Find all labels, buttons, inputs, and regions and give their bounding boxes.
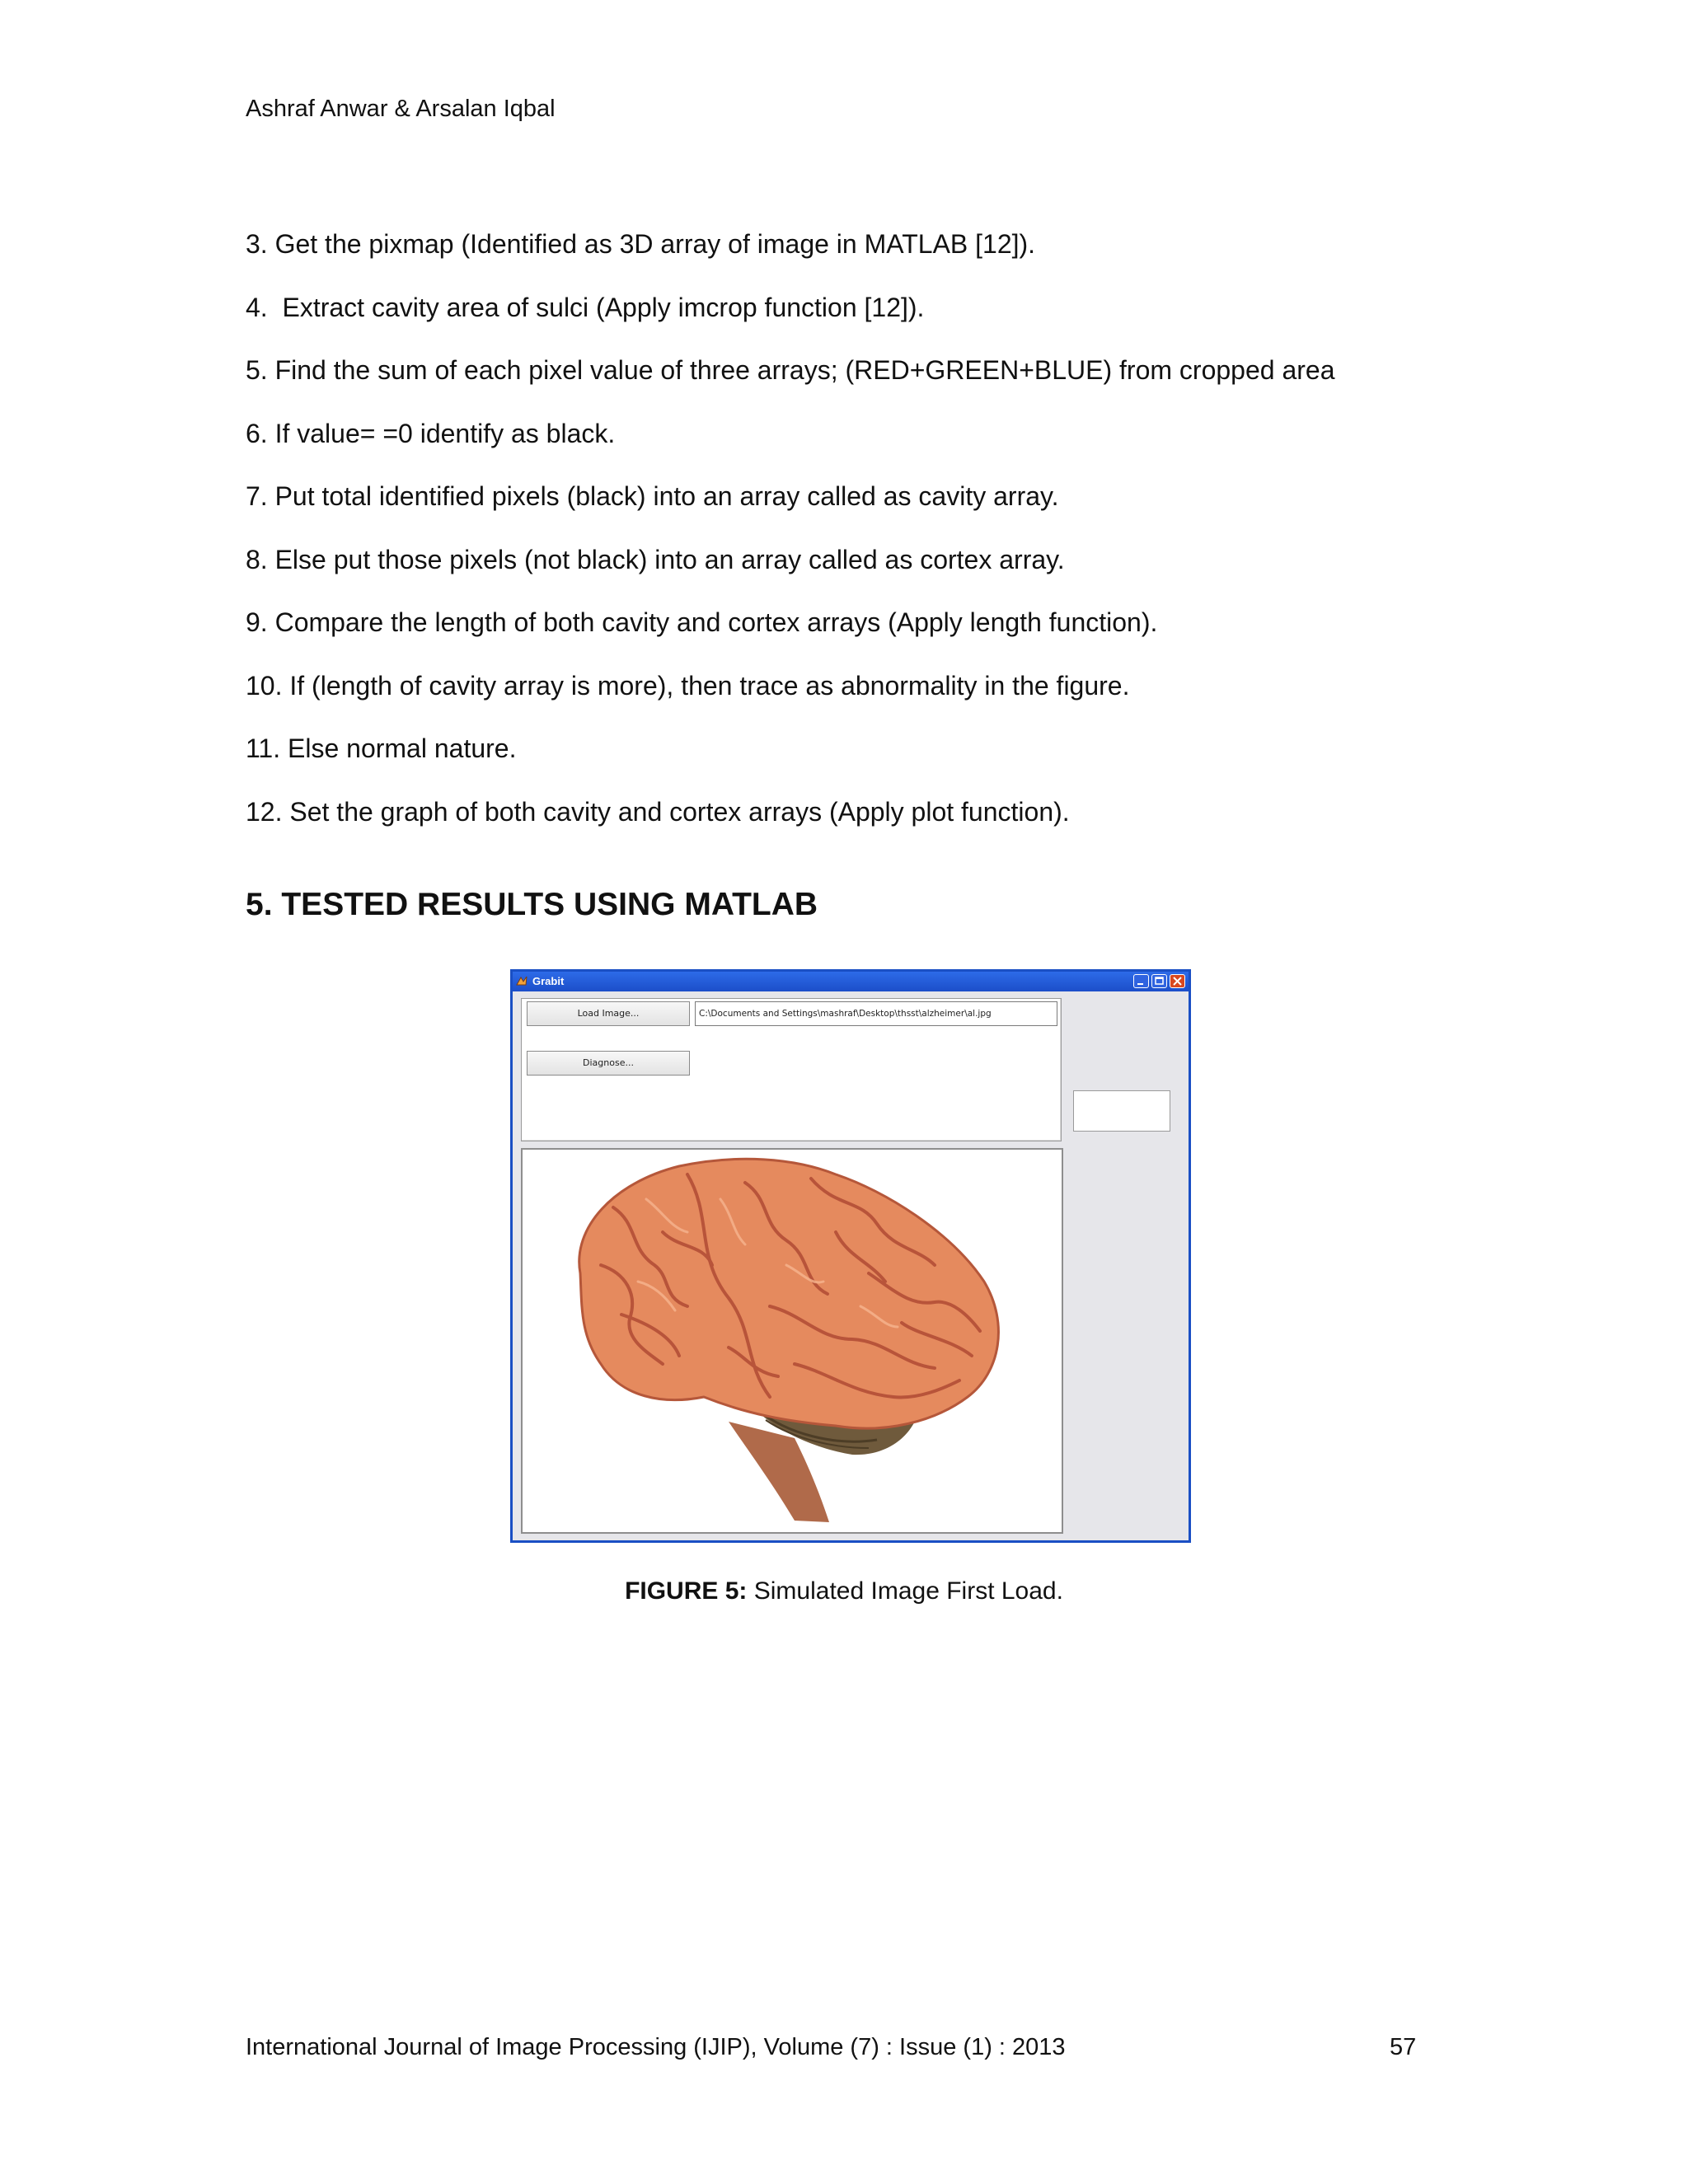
step-6: 6. If value= =0 identify as black. <box>246 418 616 448</box>
running-header-authors: Ashraf Anwar & Arsalan Iqbal <box>246 96 556 122</box>
grabit-window <box>510 969 1191 1543</box>
section-heading: 5. TESTED RESULTS USING MATLAB <box>246 887 818 922</box>
maximize-icon <box>1152 975 1166 987</box>
diagnose-button[interactable]: Diagnose... <box>527 1051 690 1076</box>
brain-image-axes <box>521 1148 1063 1534</box>
step-4: 4. Extract cavity area of sulci (Apply imcrop function [12]). <box>246 292 925 322</box>
close-button[interactable] <box>1170 974 1185 988</box>
step-12: 12. Set the graph of both cavity and cortex arrays (Apply plot function). <box>246 796 1070 827</box>
page-number: 57 <box>1390 2034 1417 2060</box>
maximize-button[interactable] <box>1151 974 1167 988</box>
load-image-button[interactable]: Load Image... <box>527 1001 690 1026</box>
brain-image <box>523 1150 1062 1532</box>
window-title: Grabit <box>532 975 565 987</box>
step-3: 3. Get the pixmap (Identified as 3D array of image in MATLAB [12]). <box>246 229 1036 259</box>
close-icon <box>1170 975 1184 987</box>
step-10: 10. If (length of cavity array is more), then trace as abnormality in the figure. <box>246 670 1130 701</box>
figure-caption-text: Simulated Image First Load. <box>747 1577 1063 1605</box>
step-8: 8. Else put those pixels (not black) into an array called as cortex array. <box>246 544 1065 574</box>
step-9: 9. Compare the length of both cavity and cortex arrays (Apply length function). <box>246 607 1158 637</box>
step-7: 7. Put total identified pixels (black) into an array called as cavity array. <box>246 481 1059 511</box>
window-titlebar[interactable] <box>513 972 1189 991</box>
step-11: 11. Else normal nature. <box>246 733 517 763</box>
minimize-icon <box>1134 975 1148 987</box>
matlab-app-icon <box>516 975 528 987</box>
minimize-button[interactable] <box>1133 974 1149 988</box>
footer-journal: International Journal of Image Processing (IJIP), Volume (7) : Issue (1) : 2013 <box>246 2034 1066 2060</box>
algorithm-steps-list <box>246 227 1334 858</box>
figure-caption <box>0 1577 1688 1605</box>
step-5: 5. Find the sum of each pixel value of three arrays; (RED+GREEN+BLUE) from cropped area <box>246 355 1335 385</box>
result-output-field[interactable] <box>1073 1090 1170 1132</box>
figure-caption-label: FIGURE 5: <box>625 1577 748 1605</box>
controls-panel <box>521 998 1062 1141</box>
image-path-field[interactable]: C:\Documents and Settings\mashraf\Desktop\thsst\alzheimer\al.jpg <box>695 1001 1057 1026</box>
